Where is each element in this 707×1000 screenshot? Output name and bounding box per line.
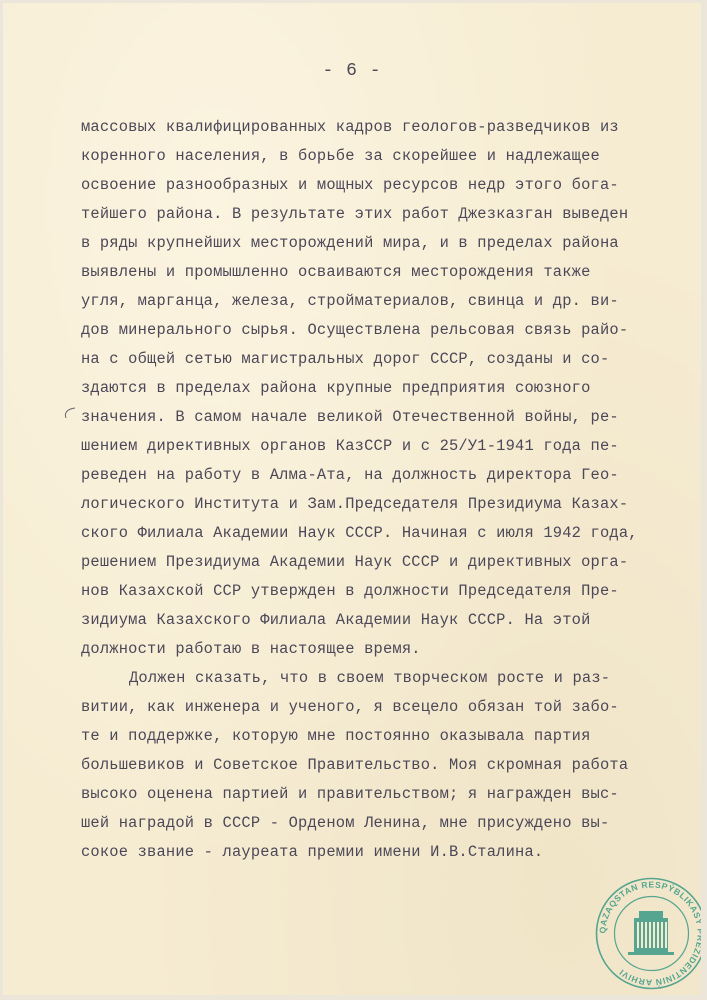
text-line: ского Филиала Академии Наук СССР. Начиная с июля 1942 года, [81,524,638,542]
text-line: Должен сказать, что в своем творческом росте и раз- [129,669,611,687]
text-line: значения. В самом начале великой Отечественной войны, ре- [81,408,619,426]
text-line: массовых квалифицированных кадров геологов-разведчиков из [81,118,619,136]
stamp-text: QAZAQSTAN RESPÝBLIKASY PREZIDENTINIŃ ARHIVI [597,879,706,988]
text-line: тейшего района. В результате этих работ Джезказган выведен [81,205,629,223]
text-line: нов Казахской ССР утвержден в должности Председателя Пре- [81,582,619,600]
text-line: освоение разнообразных и мощных ресурсов недр этого бога- [81,176,619,194]
text-line: реведен на работу в Алма-Ата, на должность директора Гео- [81,466,619,484]
text-line: решением Президиума Академии Наук СССР и директивных орга- [81,553,629,571]
text-line: высоко оценена партией и правительством; я награжден выс- [81,785,619,803]
text-line: шением директивных органов КазССР и с 25/У1-1941 года пе- [81,437,619,455]
text-line: здаются в пределах района крупные предприятия союзного [81,379,591,397]
text-line: дов минерального сырья. Осуществлена рельсовая связь райо- [81,321,629,339]
text-line: в ряды крупнейших месторождений мира, и в пределах района [81,234,619,252]
text-line: должности работаю в настоящее время. [81,640,421,658]
text-line: те и поддержке, которую мне постоянно оказывала партия [81,727,591,745]
page-number: - 6 - [322,61,382,81]
text-line: логического Института и Зам.Председателя Президиума Казах- [81,495,629,513]
text-line: угля, марганца, железа, стройматериалов, свинца и др. ви- [81,292,619,310]
text-line: зидиума Казахского Филиала Академии Наук СССР. На этой [81,611,591,629]
text-line: на с общей сетью магистральных дорог СССР, созданы и со- [81,350,610,368]
text-line: выявлены и промышленно осваиваются месторождения также [81,263,591,281]
building-icon [628,911,674,955]
text-line: коренного населения, в борьбе за скорейшее и надлежащее [81,147,600,165]
text-line: шей наградой в СССР - Орденом Ленина, мне присуждено вы- [81,814,610,832]
document-page [3,3,706,995]
text-line: большевиков и Советское Правительство. Моя скромная работа [81,756,629,774]
margin-pencil-mark [63,407,77,419]
typed-text-body [81,113,641,867]
text-line: сокое звание - лауреата премии имени И.В.Сталина. [81,843,544,861]
archive-stamp [594,876,706,991]
text-line: витии, как инженера и ученого, я всецело обязан той забо- [81,698,619,716]
